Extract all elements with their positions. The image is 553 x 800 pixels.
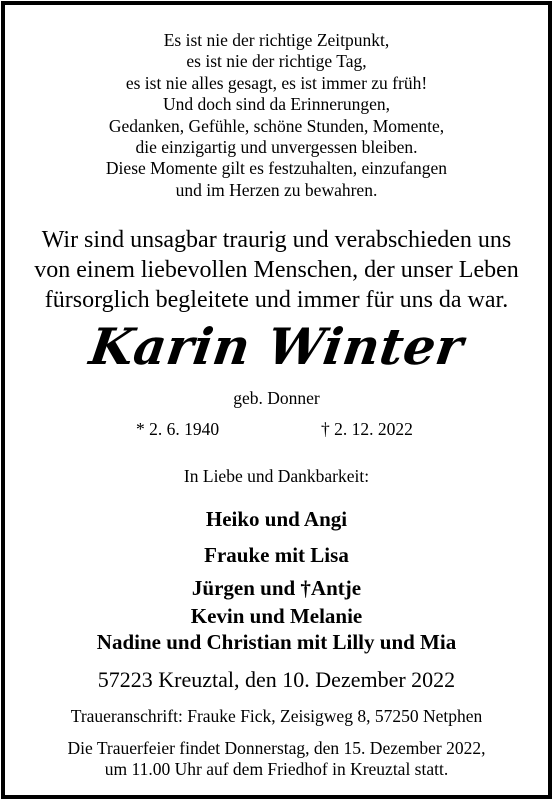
- intro-line: von einem liebevollen Menschen, der unser Leben: [34, 257, 519, 283]
- funeral-ceremony-info: [5, 738, 548, 780]
- poem-line: Und doch sind da Erinnerungen,: [163, 94, 390, 115]
- intro-line: fürsorglich begleitete und immer für uns da war.: [44, 287, 509, 313]
- poem-line: und im Herzen zu bewahren.: [175, 179, 378, 200]
- poem-line: die einzigartig und unvergessen bleiben.: [135, 137, 418, 158]
- ceremony-line: Die Trauerfeier findet Donnerstag, den 15. Dezember 2022,: [67, 738, 486, 758]
- birth-date: * 2. 6. 1940: [136, 419, 220, 439]
- mourners-list: [5, 501, 548, 655]
- poem-line: es ist nie alles gesagt, es ist immer zu früh!: [125, 72, 428, 93]
- intro-text: [5, 225, 548, 315]
- obituary-notice: [1, 1, 552, 799]
- mourner-name: Kevin und Melanie: [190, 604, 363, 628]
- mourner-name: Nadine und Christian mit Lilly und Mia: [96, 630, 457, 654]
- death-date: † 2. 12. 2022: [321, 419, 413, 439]
- thanks-heading: In Liebe und Dankbarkeit:: [183, 466, 370, 486]
- poem-line: Gedanken, Gefühle, schöne Stunden, Momente,: [108, 115, 445, 136]
- poem-line: es ist nie der richtige Tag,: [186, 51, 367, 72]
- poem-line: Es ist nie der richtige Zeitpunkt,: [163, 30, 390, 50]
- ceremony-line: um 11.00 Uhr auf dem Friedhof in Kreuztal statt.: [104, 759, 449, 779]
- mourning-address: Traueranschrift: Frauke Fick, Zeisigweg 8, 57250 Netphen: [70, 706, 483, 726]
- poem: [5, 30, 548, 201]
- intro-line: Wir sind unsagbar traurig und verabschieden uns: [41, 227, 512, 253]
- poem-line: Diese Momente gilt es festzuhalten, einzufangen: [105, 158, 448, 179]
- place-and-date: 57223 Kreuztal, den 10. Dezember 2022: [97, 667, 456, 692]
- mourner-name: Jürgen und †Antje: [191, 576, 362, 600]
- deceased-name: Karin Winter: [86, 317, 468, 376]
- mourner-name: Heiko und Angi: [205, 507, 348, 531]
- maiden-name: geb. Donner: [233, 388, 320, 408]
- mourner-name: Frauke mit Lisa: [204, 543, 349, 567]
